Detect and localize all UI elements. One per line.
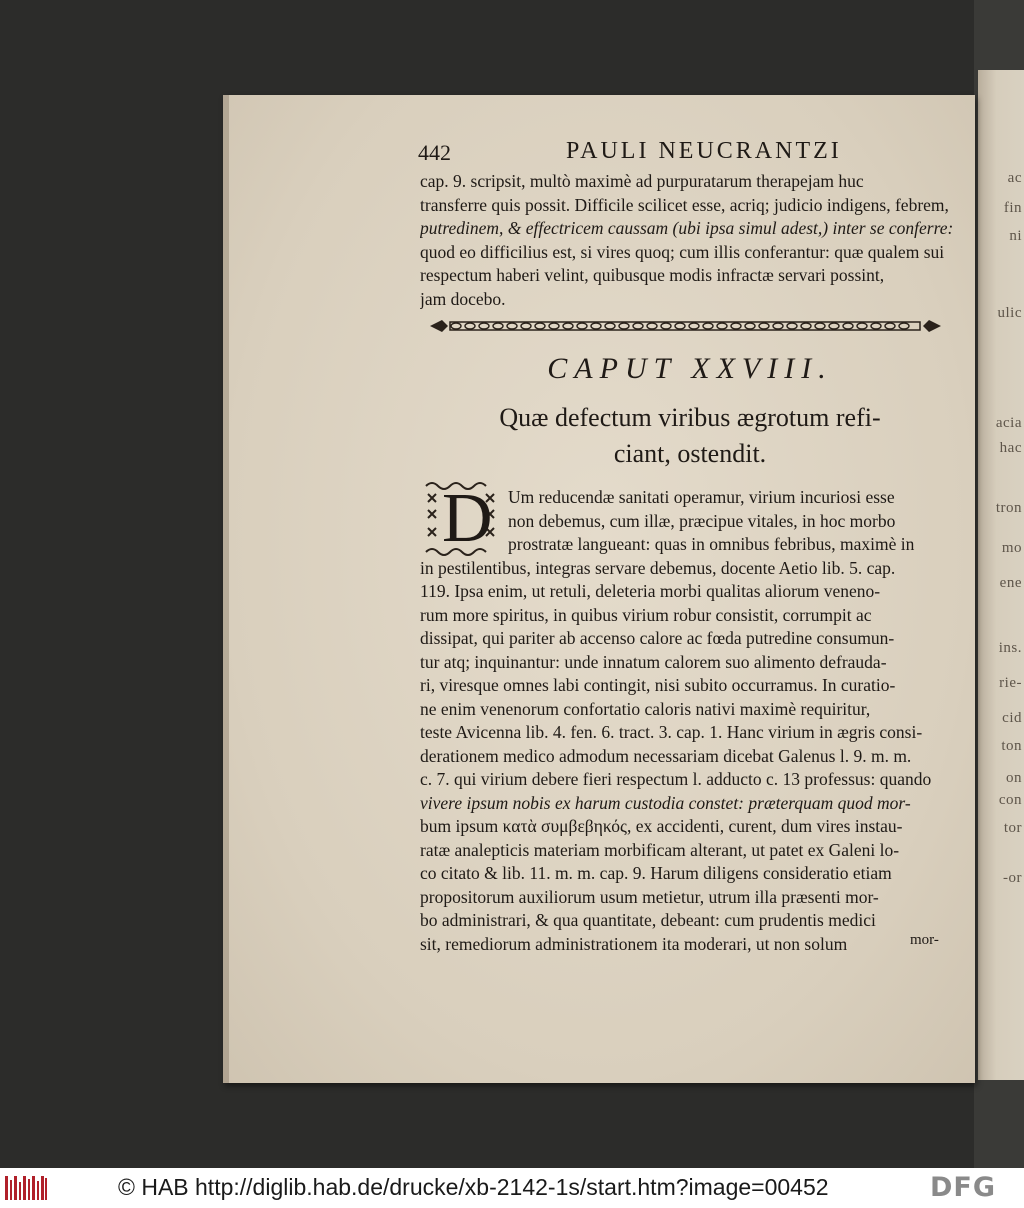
ornament-loop: [633, 323, 643, 329]
text-line: 119. Ipsa enim, ut retuli, deleteria morbi qualitas aliorum veneno-: [420, 581, 881, 601]
ornament-loop: [661, 323, 671, 329]
ornament-loop: [549, 323, 559, 329]
ornament-loop: [703, 323, 713, 329]
text-line: dissipat, qui pariter ab accenso calore ac fœda putredine consumun-: [420, 628, 895, 648]
ornament-loop: [759, 323, 769, 329]
footer-credit-link[interactable]: © HAB http://diglib.hab.de/drucke/xb-2142-1s/start.htm?image=00452: [118, 1174, 829, 1200]
ornament-loop: [563, 323, 573, 329]
adjacent-fragment: ins.: [998, 640, 1022, 656]
adjacent-fragment: rie-: [999, 675, 1022, 691]
adjacent-fragment: on: [1006, 770, 1022, 786]
adjacent-fragment: mo: [1001, 540, 1022, 556]
text-line: propositorum auxiliorum usum metietur, utrum illa præsenti mor-: [420, 886, 879, 907]
page-number: 442: [418, 140, 451, 165]
chapter-title: CAPUT XXVIII.: [547, 352, 833, 385]
ornament-loop: [577, 323, 587, 329]
ornament-loop: [871, 323, 881, 329]
text-line: Um reducendæ sanitati operamur, virium incuriosi esse: [508, 487, 895, 507]
chapter-subtitle: [420, 400, 960, 472]
text-line: teste Avicenna lib. 4. fen. 6. tract. 3. cap. 1. Hanc virium in ægris consi-: [420, 722, 923, 742]
running-head: [418, 138, 958, 168]
ornament-loop: [465, 323, 475, 329]
adjacent-fragment: ac: [1007, 170, 1022, 186]
text-line: tur atq; inquinantur: unde innatum calorem suo alimento defrauda-: [420, 651, 887, 672]
text-line: vivere ipsum nobis ex harum custodia constet: præterquam quod mor-: [420, 792, 911, 813]
adjacent-fragment: fin: [1003, 200, 1022, 216]
opening-paragraph: [420, 170, 960, 311]
adjacent-fragment: cid: [1002, 710, 1022, 726]
ornament-loop: [605, 323, 615, 329]
catchword: mor-: [910, 932, 939, 948]
dfg-logo: DFG: [930, 1172, 997, 1203]
ornament-loop: [479, 323, 489, 329]
ornament-loop: [507, 323, 517, 329]
text-line: co citato & lib. 11. m. m. cap. 9. Harum diligens consideratio etiam: [420, 863, 892, 883]
decorative-rule-ornament: [428, 316, 943, 336]
text-line: derationem medico admodum necessariam dicebat Galenus l. 9. m. m.: [420, 745, 912, 766]
text-line: non debemus, cum illæ, præcipue vitales, in hoc morbo: [508, 510, 896, 531]
ornament-loop: [885, 323, 895, 329]
ornament-loop: [857, 323, 867, 329]
ornament-loop: [801, 323, 811, 329]
running-head-title: PAULI NEUCRANTZI: [566, 138, 842, 164]
ornament-loop: [647, 323, 657, 329]
adjacent-fragment: ton: [1001, 738, 1022, 754]
text-line: quod eo difficilius est, si vires quoq; cum illis conferantur: quæ qualem sui: [420, 241, 945, 262]
ornament-loop: [591, 323, 601, 329]
ornament-loop: [675, 323, 685, 329]
adjacent-fragment: ene: [999, 575, 1022, 591]
ornament-loop: [493, 323, 503, 329]
ornament-loop: [619, 323, 629, 329]
text-line: sit, remediorum administrationem ita moderari, ut non solum: [420, 933, 848, 954]
adjacent-fragment: acia: [995, 415, 1022, 431]
library-barcode-logo-icon: [4, 1174, 48, 1202]
ornament-loop: [843, 323, 853, 329]
text-line: ri, viresque omnes labi contingit, nisi subito occurramus. In curatio-: [420, 675, 896, 695]
text-line: bo administrari, & qua quantitate, debeant: cum prudentis medici: [420, 910, 876, 930]
text-line: prostratæ langueant: quas in omnibus febribus, maximè in: [508, 534, 915, 554]
text-line: in pestilentibus, integras servare debemus, docente Aetio lib. 5. cap.: [420, 557, 896, 578]
text-line: transferre quis possit. Difficile scilicet esse, acriq; judicio indigens, febrem,: [420, 194, 949, 215]
adjacent-fragment: tron: [995, 500, 1022, 516]
ornament-loop: [535, 323, 545, 329]
adjacent-fragment: tor: [1003, 820, 1022, 836]
text-line: rum more spiritus, in quibus virium robur consistit, corrumpit ac: [420, 604, 872, 625]
ornament-loop: [521, 323, 531, 329]
ornament-loop: [899, 323, 909, 329]
main-paragraph: [420, 480, 960, 956]
subtitle-line: ciant, ostendit.: [613, 439, 767, 468]
ornament-loop: [815, 323, 825, 329]
ornament-loop: [689, 323, 699, 329]
page-edge-shadow: [223, 95, 229, 1083]
text-line: cap. 9. scripsit, multò maximè ad purpuratarum therapejam huc: [420, 171, 864, 191]
text-line: putredinem, & effectricem caussam (ubi ipsa simul adest,) inter se conferre:: [420, 218, 954, 238]
adjacent-fragment: -or: [1003, 870, 1022, 886]
adjacent-fragment: con: [998, 792, 1022, 808]
adjacent-fragment: hac: [999, 440, 1022, 456]
ornament-loop: [717, 323, 727, 329]
ornament-loop: [829, 323, 839, 329]
ornament-loop: [731, 323, 741, 329]
drop-cap-letter: D: [442, 480, 493, 557]
text-line: bum ipsum κατὰ συμβεβηκός, ex accidenti, curent, dum vires instau-: [420, 816, 903, 836]
subtitle-line: Quæ defectum viribus ægrotum refi-: [499, 403, 881, 432]
text-line: ratæ analepticis materiam morbificam alterant, ut patet ex Galeni lo-: [420, 839, 900, 860]
text-line: respectum haberi velint, quibusque modis infractæ servari possint,: [420, 265, 885, 285]
adjacent-page-edge: [978, 70, 1024, 1080]
text-line: ne enim venenorum confortatio caloris nativi maximè requiritur,: [420, 698, 871, 719]
adjacent-fragment: ni: [1009, 228, 1022, 244]
ornament-loop: [773, 323, 783, 329]
ornament-loop: [787, 323, 797, 329]
viewer-footer: [0, 1168, 1024, 1208]
adjacent-fragment: ulic: [997, 305, 1022, 321]
text-line: c. 7. qui virium debere fieri respectum l. adducto c. 13 professus: quando: [420, 769, 932, 789]
text-line: jam docebo.: [420, 288, 506, 309]
ornament-loop: [451, 323, 461, 329]
ornament-loop: [745, 323, 755, 329]
